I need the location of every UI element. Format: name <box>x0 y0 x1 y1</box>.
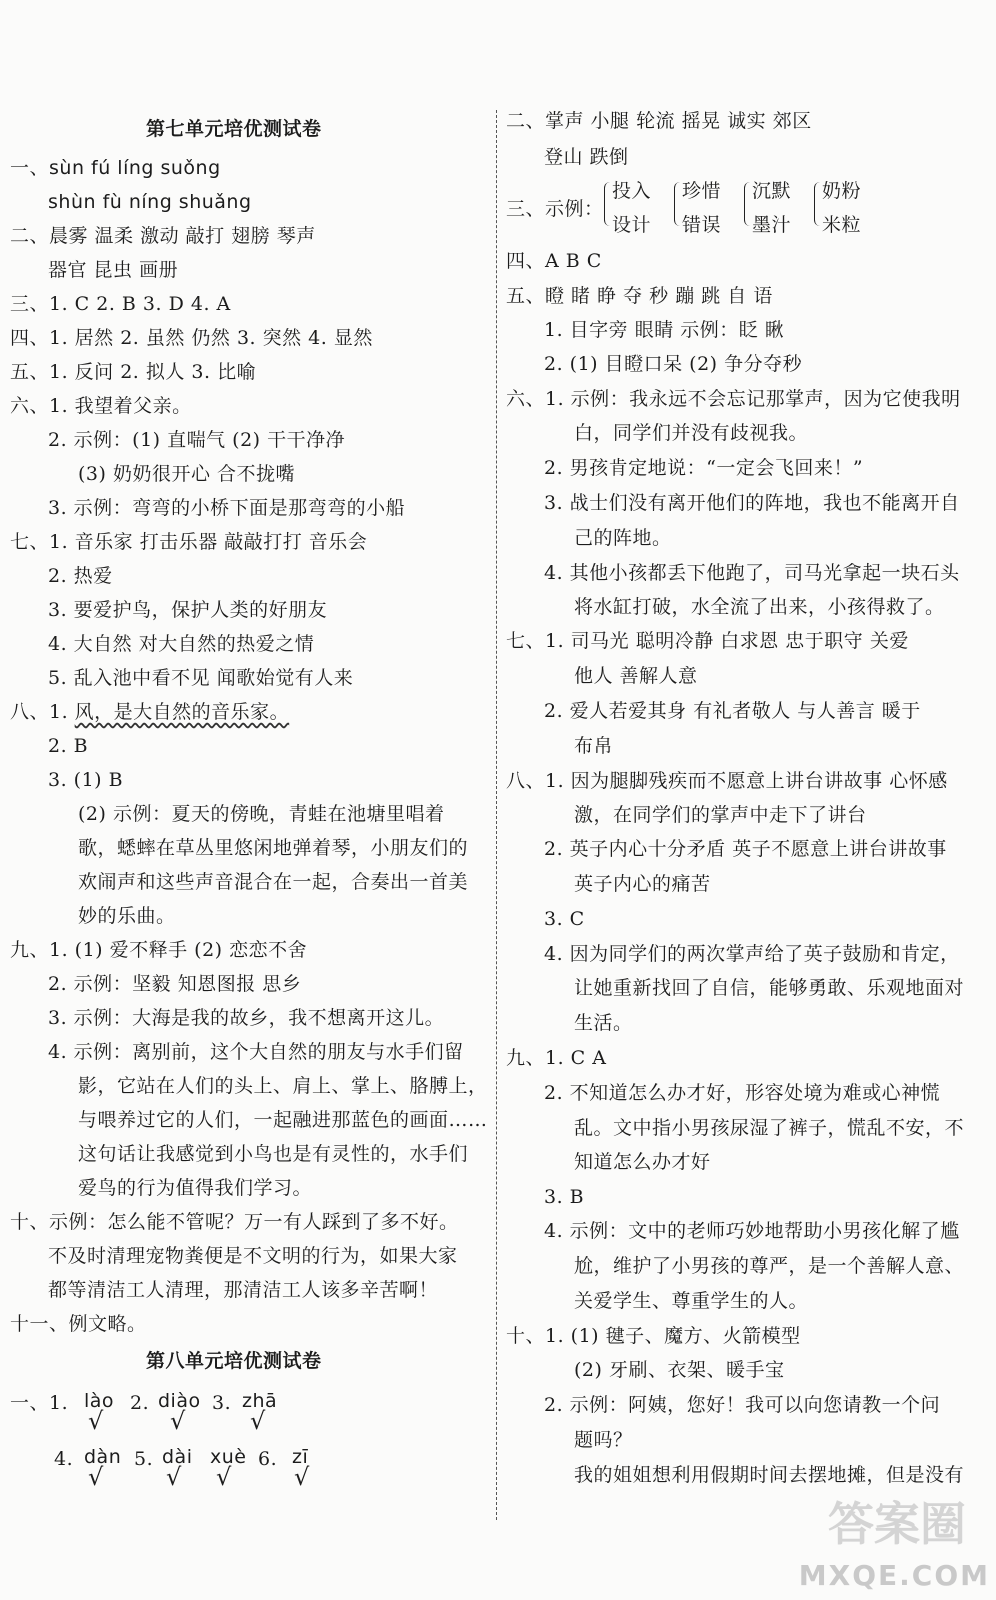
answer-line: 生活。 <box>574 1012 633 1034</box>
answer-line: 白，同学们并没有歧视我。 <box>574 422 809 444</box>
answer-line: 3. B <box>544 1186 585 1208</box>
check-mark: √ <box>88 1407 104 1435</box>
answer-line: 2. 示例：(1) 直喘气 (2) 干干净净 <box>48 429 346 451</box>
answer-line: 6. <box>258 1448 278 1470</box>
answer-line: 2. 英子内心十分矛盾 英子不愿意上讲台讲故事 <box>544 838 947 860</box>
answer-line: 布帛 <box>574 735 614 757</box>
answer-line: (2) 示例：夏天的傍晚，青蛙在池塘里唱着 <box>78 803 445 825</box>
answer-line: 九、1. (1) 爱不释手 (2) 恋恋不舍 <box>10 939 308 961</box>
answer-line: 4. <box>54 1448 74 1470</box>
answer-line: 歌，蟋蟀在草丛里悠闲地弹着琴，小朋友们的 <box>78 837 469 859</box>
answer-line: 5. 乱入池中看不见 闻歌始觉有人来 <box>48 667 354 689</box>
answer-prefix: 八、1. <box>10 701 75 723</box>
answer-line: 3. (1) B <box>48 769 124 791</box>
answer-line: 九、1. C A <box>506 1047 607 1069</box>
pinyin-answer: dài <box>162 1446 193 1468</box>
answer-line: 2. 爱人若爱其身 有礼者敬人 与人善言 暖于 <box>544 700 921 722</box>
answer-line: 欢闹声和这些声音混合在一起，合奏出一首美 <box>78 871 469 893</box>
answer-line: 2. 热爱 <box>48 565 113 587</box>
answer-line: 器官 昆虫 画册 <box>48 259 179 281</box>
answer-line: 登山 跌倒 <box>544 146 629 168</box>
word-pair: 沉默 <box>752 180 792 202</box>
answer-line: 4. 示例：文中的老师巧妙地帮助小男孩化解了尴 <box>544 1220 960 1242</box>
answer-line: 4. 其他小孩都丢下他跑了，司马光拿起一块石头 <box>544 562 960 584</box>
answer-line: 四、1. 居然 2. 虽然 仍然 3. 突然 4. 显然 <box>10 327 373 349</box>
wavy-underlined-answer: 风，是大自然的音乐家。 <box>74 701 290 723</box>
answer-line: 爱鸟的行为值得我们学习。 <box>78 1177 313 1199</box>
answer-line: (3) 奶奶很开心 合不拢嘴 <box>78 463 295 485</box>
check-mark: √ <box>216 1463 232 1491</box>
answer-line: 3. C <box>544 908 585 930</box>
answer-line: 七、1. 司马光 聪明冷静 白求恩 忠于职守 关爱 <box>506 630 909 652</box>
answer-line: 十一、例文略。 <box>10 1313 147 1335</box>
answer-line: 乱。文中指小男孩尿湿了裤子，慌乱不安，不 <box>574 1117 965 1139</box>
answer-line: 不及时清理宠物粪便是不文明的行为，如果大家 <box>48 1245 458 1267</box>
answer-line: 2. <box>130 1392 150 1414</box>
answer-line: 让她重新找回了自信，能够勇敢、乐观地面对 <box>574 977 965 999</box>
answer-line: 七、1. 音乐家 打击乐器 敲敲打打 音乐会 <box>10 531 368 553</box>
watermark-url: MXQE.COM <box>798 1559 990 1592</box>
brace-icon <box>814 182 821 226</box>
answer-line: 四、A B C <box>506 250 602 272</box>
answer-line <box>10 701 289 723</box>
unit8-title: 第八单元培优测试卷 <box>146 1350 322 1372</box>
check-mark: √ <box>250 1407 266 1435</box>
answer-line: 五、1. 反问 2. 拟人 3. 比喻 <box>10 361 257 383</box>
word-pair: 设计 <box>612 214 652 236</box>
word-pair: 错误 <box>682 214 722 236</box>
brace-icon <box>674 182 681 226</box>
check-mark: √ <box>170 1407 186 1435</box>
answer-line: 六、1. 示例：我永远不会忘记那掌声，因为它使我明 <box>506 388 961 410</box>
word-pair: 墨汁 <box>752 214 792 236</box>
answer-line: 4. 示例：离别前，这个大自然的朋友与水手们留 <box>48 1041 464 1063</box>
answer-line: 2. 男孩肯定地说：“一定会飞回来！” <box>544 457 864 479</box>
answer-line: 2. 示例：阿姨，您好！我可以向您请教一个问 <box>544 1394 941 1416</box>
check-mark: √ <box>166 1463 182 1491</box>
answer-line: 他人 善解人意 <box>574 665 698 687</box>
answer-line: 十、示例：怎么能不管呢？万一有人踩到了多不好。 <box>10 1211 459 1233</box>
answer-line: 一、1. <box>10 1392 69 1414</box>
unit7-title: 第七单元培优测试卷 <box>146 118 322 140</box>
answer-line: 英子内心的痛苦 <box>574 873 711 895</box>
answer-line: 五、瞪 睹 睁 夺 秒 蹦 跳 自 语 <box>506 285 773 307</box>
word-pair: 珍惜 <box>682 180 722 202</box>
answer-line: 3. 示例：弯弯的小桥下面是那弯弯的小船 <box>48 497 406 519</box>
word-pair: 投入 <box>612 180 652 202</box>
pinyin-answer: diào <box>158 1390 201 1412</box>
answer-line: 2. 示例：坚毅 知恩图报 思乡 <box>48 973 302 995</box>
pinyin-answer: lào <box>84 1390 115 1412</box>
pinyin-answer: xuè <box>210 1446 247 1468</box>
answer-line: 2. (1) 目瞪口呆 (2) 争分夺秒 <box>544 353 803 375</box>
pinyin-answer: zī <box>292 1446 309 1468</box>
answer-line: 我的姐姐想利用假期时间去摆地摊，但是没有 <box>574 1464 965 1486</box>
answer-line: 4. 因为同学们的两次掌声给了英子鼓励和肯定， <box>544 943 960 965</box>
answer-line: 1. 目字旁 眼睛 示例：眨 瞅 <box>544 319 785 341</box>
answer-line: 题吗？ <box>574 1429 633 1451</box>
answer-line: 六、1. 我望着父亲。 <box>10 395 192 417</box>
answer-line: 3. 要爱护鸟，保护人类的好朋友 <box>48 599 328 621</box>
brace-icon <box>604 182 611 226</box>
brace-icon <box>744 182 751 226</box>
pinyin-answer: dàn <box>84 1446 122 1468</box>
answer-line: 将水缸打破，水全流了出来，小孩得救了。 <box>574 596 945 618</box>
answer-line: 都等清洁工人清理，那清洁工人该多辛苦啊！ <box>48 1279 439 1301</box>
answer-line: 激，在同学们的掌声中走下了讲台 <box>574 804 867 826</box>
answer-line: 一、sùn fú líng suǒng <box>10 157 221 179</box>
answer-line: 关爱学生、尊重学生的人。 <box>574 1290 809 1312</box>
answer-line: 3. 战士们没有离开他们的阵地，我也不能离开自 <box>544 492 960 514</box>
answer-line: 八、1. 因为腿脚残疾而不愿意上讲台讲故事 心怀感 <box>506 770 948 792</box>
column-divider <box>496 110 497 1520</box>
answer-line: shùn fù níng shuǎng <box>48 191 252 213</box>
answer-line: 3. <box>212 1392 232 1414</box>
check-mark: √ <box>294 1463 310 1491</box>
answer-line: 3. 示例：大海是我的故乡，我不想离开这儿。 <box>48 1007 445 1029</box>
answer-line: 己的阵地。 <box>574 527 672 549</box>
answer-line: 2. B <box>48 735 89 757</box>
answer-line: 2. 不知道怎么办才好，形容处境为难或心神慌 <box>544 1082 941 1104</box>
answer-line: 十、1. (1) 毽子、魔方、火箭模型 <box>506 1325 801 1347</box>
answer-line: 知道怎么办才好 <box>574 1151 711 1173</box>
answer-line: 4. 大自然 对大自然的热爱之情 <box>48 633 315 655</box>
answer-line: 尬，维护了小男孩的尊严，是一个善解人意、 <box>574 1255 965 1277</box>
answer-line: 三、1. C 2. B 3. D 4. A <box>10 293 231 315</box>
word-pair: 米粒 <box>822 214 862 236</box>
answer-line: 二、掌声 小腿 轮流 摇晃 诚实 郊区 <box>506 110 812 132</box>
check-mark: √ <box>88 1463 104 1491</box>
answer-line: 与喂养过它的人们，一起融进那蓝色的画面…… <box>78 1109 488 1131</box>
answer-line: 5. <box>134 1448 154 1470</box>
word-pair: 奶粉 <box>822 180 862 202</box>
answer-line: (2) 牙刷、衣架、暖手宝 <box>574 1359 785 1381</box>
pinyin-answer: zhā <box>242 1390 278 1412</box>
watermark-logo: 答案圈 <box>828 1497 966 1551</box>
answer-line: 这句话让我感觉到小鸟也是有灵性的，水手们 <box>78 1143 469 1165</box>
answer-line: 二、晨雾 温柔 激动 敲打 翅膀 琴声 <box>10 225 316 247</box>
answer-line: 影，它站在人们的头上、肩上、掌上、胳膊上， <box>78 1075 488 1097</box>
answer-line: 三、示例： <box>506 198 604 220</box>
answer-line: 妙的乐曲。 <box>78 905 176 927</box>
